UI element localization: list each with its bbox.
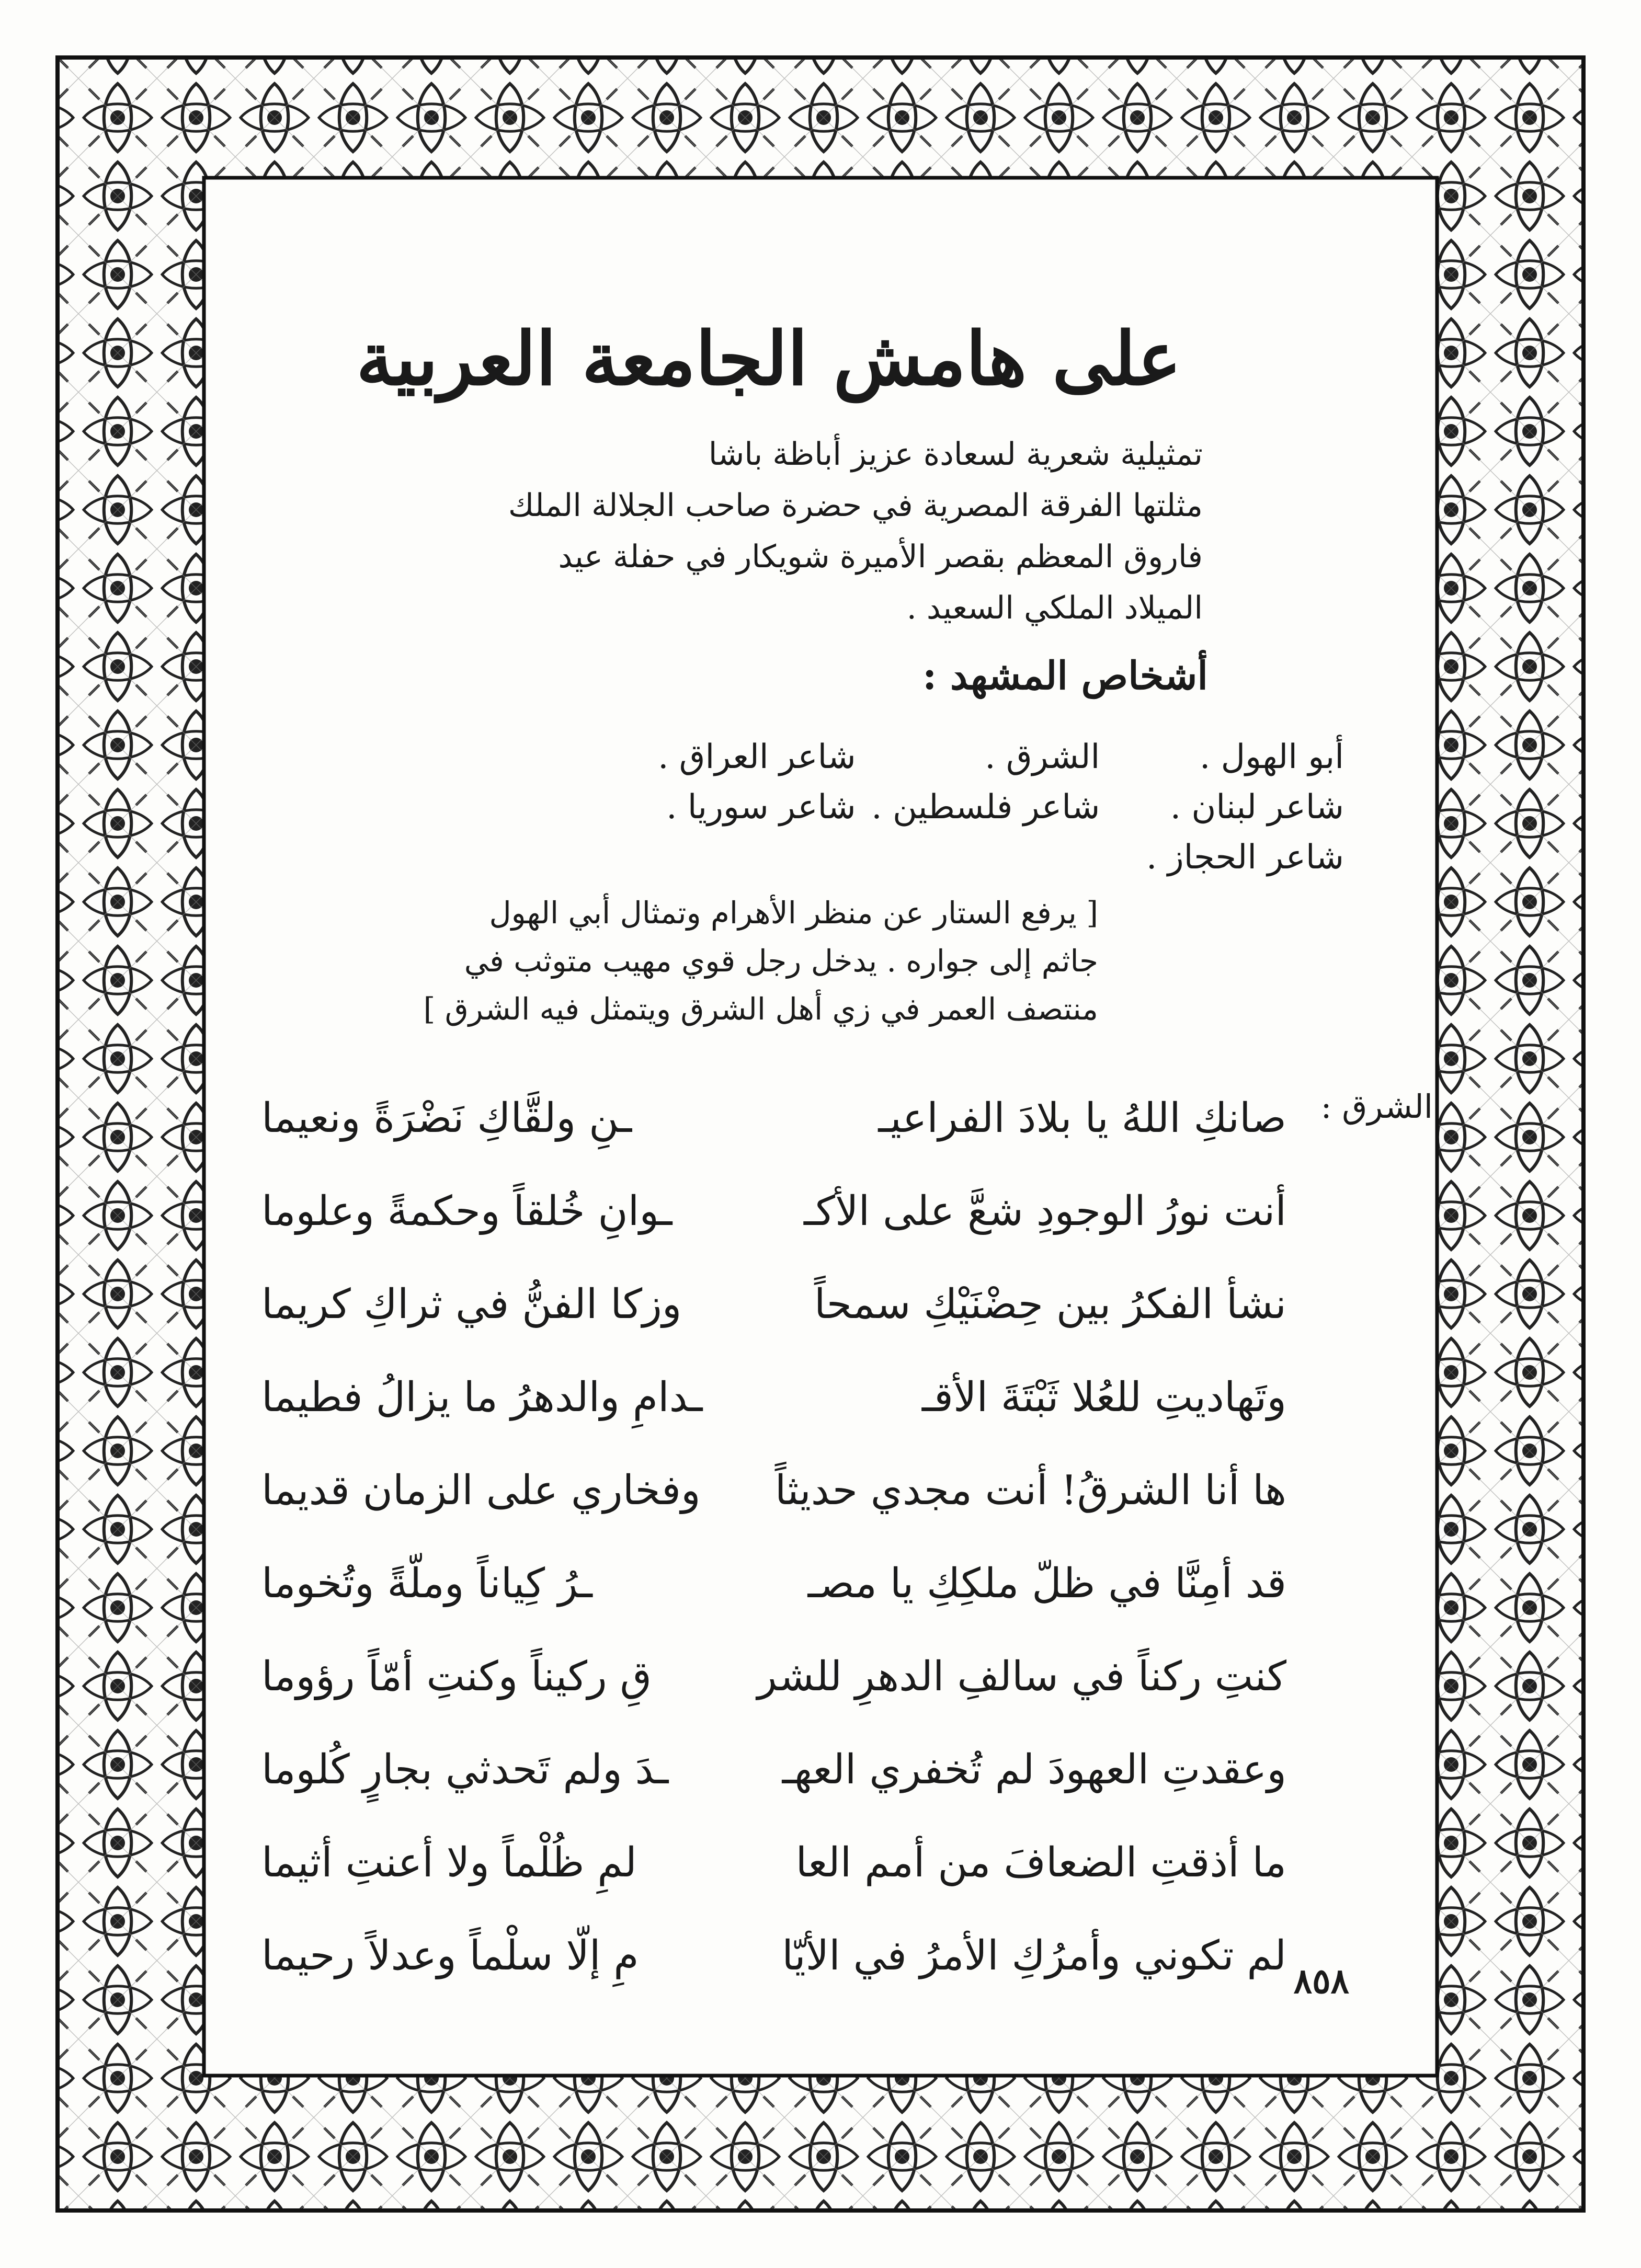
verse-second-half: لمِ ظُلْماً ولا أعنتِ أثيما bbox=[261, 1839, 637, 1886]
cast-item: شاعر الحجاز . bbox=[1146, 838, 1344, 877]
verse-first-half: لم تكوني وأمرُكِ الأمرُ في الأيّا bbox=[782, 1932, 1286, 1979]
intro-line: فاروق المعظم بقصر الأميرة شويكار في حفلة عيد bbox=[558, 539, 1203, 575]
stage-direction-line: منتصف العمر في زي أهل الشرق ويتمثل فيه الشرق ] bbox=[423, 991, 1098, 1027]
verse-first-half: ما أذقتِ الضعافَ من أمم العا bbox=[795, 1839, 1286, 1886]
verse-first-half: أنت نورُ الوجودِ شعَّ على الأكـ bbox=[804, 1188, 1286, 1235]
verse-second-half: وفخاري على الزمان قديما bbox=[261, 1467, 701, 1514]
speaker-label: الشرق : bbox=[1320, 1087, 1433, 1126]
page-title: على هامش الجامعة العربية bbox=[356, 316, 1181, 402]
verse bbox=[261, 1630, 1286, 1723]
intro-line: تمثيلية شعرية لسعادة عزيز أباظة باشا bbox=[708, 436, 1203, 473]
verse-first-half: كنتِ ركناً في سالفِ الدهرِ للشر bbox=[757, 1653, 1286, 1700]
verse-second-half: ـنِ ولقَّاكِ نَضْرَةً ونعيما bbox=[261, 1095, 632, 1142]
stage-direction-line: جاثم إلى جواره . يدخل رجل قوي مهيب متوثب في bbox=[464, 943, 1098, 979]
verse-first-half: وتَهاديتِ للعُلا ثَبْتَةَ الأقـ bbox=[921, 1374, 1286, 1421]
verse bbox=[261, 1723, 1286, 1816]
stage-direction-line: [ يرفع الستار عن منظر الأهرام وتمثال أبي الهول bbox=[489, 895, 1098, 931]
cast-item: شاعر العراق . bbox=[658, 738, 856, 776]
verse-first-half: وعقدتِ العهودَ لم تُخفري العهـ bbox=[782, 1746, 1286, 1793]
verse-second-half: ـرُ كِياناً وملّةً وتُخوما bbox=[261, 1560, 592, 1607]
verse-second-half: وزكا الفنُّ في ثراكِ كريما bbox=[261, 1281, 682, 1328]
cast-list bbox=[612, 732, 1344, 883]
stage-direction bbox=[356, 889, 1098, 1033]
verse bbox=[261, 1909, 1286, 2002]
verse-first-half: نشأ الفكرُ بين حِضْنَيْكِ سمحاً bbox=[814, 1281, 1286, 1328]
verse bbox=[261, 1165, 1286, 1258]
verse bbox=[261, 1537, 1286, 1630]
verse bbox=[261, 1444, 1286, 1537]
verse-second-half: ـدَ ولم تَحدثي بجارٍ كُلوما bbox=[261, 1746, 669, 1793]
cast-row bbox=[612, 732, 1344, 782]
verse bbox=[261, 1816, 1286, 1909]
verse bbox=[261, 1351, 1286, 1444]
cast-item: الشرق . bbox=[985, 738, 1100, 776]
cast-item: أبو الهول . bbox=[1199, 738, 1344, 776]
intro-paragraph bbox=[418, 429, 1203, 634]
cast-heading: أشخاص المشهد : bbox=[922, 654, 1208, 698]
page-number: ٨٥٨ bbox=[1293, 1961, 1349, 2001]
cast-item: شاعر لبنان . bbox=[1170, 788, 1344, 827]
intro-line: الميلاد الملكي السعيد . bbox=[906, 590, 1203, 626]
page-content bbox=[209, 188, 1433, 2070]
verse bbox=[261, 1072, 1286, 1165]
cast-row bbox=[612, 782, 1344, 832]
cast-item: شاعر فلسطين . bbox=[871, 788, 1100, 827]
verse-second-half: مِ إلّا سلْماً وعدلاً رحيما bbox=[261, 1932, 639, 1979]
verse-second-half: ـدامِ والدهرُ ما يزالُ فطيما bbox=[261, 1374, 703, 1421]
poem-verses bbox=[261, 1072, 1286, 2002]
intro-line: مثلتها الفرقة المصرية في حضرة صاحب الجلالة الملك bbox=[508, 487, 1203, 524]
verse bbox=[261, 1258, 1286, 1351]
cast-row bbox=[612, 832, 1344, 883]
verse-first-half: صانكِ اللهُ يا بلادَ الفراعيـ bbox=[878, 1095, 1286, 1142]
verse-second-half: ـوانِ خُلقاً وحكمةً وعلوما bbox=[261, 1188, 673, 1235]
verse-second-half: قِ ركيناً وكنتِ أمّاً رؤوما bbox=[261, 1653, 652, 1700]
verse-first-half: قد أمِنَّا في ظلّ ملكِكِ يا مصـ bbox=[807, 1560, 1286, 1607]
verse-first-half: ها أنا الشرقُ! أنت مجدي حديثاً bbox=[774, 1467, 1286, 1514]
cast-item: شاعر سوريا . bbox=[666, 788, 856, 827]
